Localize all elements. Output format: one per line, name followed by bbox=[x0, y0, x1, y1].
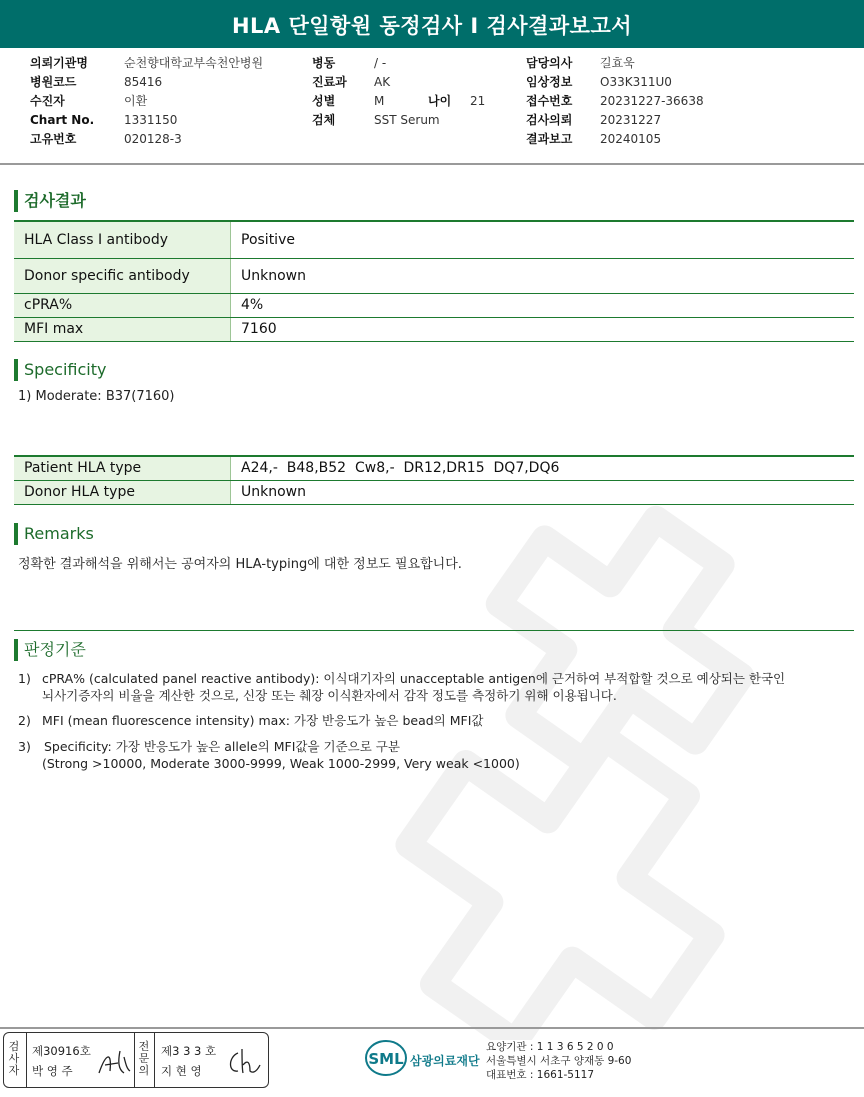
criteria-num: 2) bbox=[18, 713, 31, 728]
hdr-label: 검체 bbox=[312, 113, 336, 127]
hdr-label: 임상정보 bbox=[526, 75, 573, 89]
hdr-value: 020128-3 bbox=[124, 132, 182, 146]
hdr-value: 20240105 bbox=[600, 132, 662, 146]
hdr-label: Chart No. bbox=[30, 113, 95, 127]
reviewer-number: 제3 3 3 호 bbox=[161, 1044, 217, 1058]
result-key: HLA Class I antibody bbox=[14, 221, 231, 258]
reviewer-signature-icon bbox=[224, 1045, 264, 1079]
hdr-label: 진료과 bbox=[312, 75, 347, 89]
header-col1 bbox=[30, 54, 310, 149]
criteria-divider bbox=[14, 630, 854, 631]
examiner-name: 박 영 주 bbox=[32, 1064, 73, 1078]
hdr-value: 20231227-36638 bbox=[600, 94, 704, 108]
phone: 대표번호 : 1661-5117 bbox=[486, 1069, 595, 1081]
hdr-label: 수진자 bbox=[30, 94, 65, 108]
report-title: HLA 단일항원 동정검사 I 검사결과보고서 bbox=[0, 0, 864, 48]
criteria-item bbox=[18, 738, 838, 772]
box-divider bbox=[154, 1033, 155, 1087]
reviewer-name: 지 현 영 bbox=[161, 1064, 202, 1078]
specificity-line: 1) Moderate: B37(7160) bbox=[18, 389, 175, 404]
hdr-label: 의뢰기관명 bbox=[30, 56, 88, 70]
patient-hla-label: Patient HLA type bbox=[14, 456, 231, 480]
result-value: Unknown bbox=[231, 258, 855, 293]
examiner-signature-icon bbox=[96, 1047, 132, 1079]
hdr-label: 담당의사 bbox=[526, 56, 573, 70]
age-value: 21 bbox=[470, 94, 486, 108]
result-value: 7160 bbox=[231, 317, 855, 341]
hdr-value: M bbox=[374, 94, 385, 108]
signature-box bbox=[3, 1032, 269, 1088]
criteria-num: 1) bbox=[18, 671, 31, 686]
header-col2 bbox=[312, 54, 512, 130]
donor-hla-label: Donor HLA type bbox=[14, 480, 231, 504]
hdr-value: 길효욱 bbox=[600, 56, 635, 70]
criteria-line1: MFI (mean fluorescence intensity) max: 가장 반응도가 높은 bead의 MFI값 bbox=[42, 713, 484, 728]
hdr-value: SST Serum bbox=[374, 113, 440, 127]
org-name: 삼광의료재단 bbox=[410, 1054, 480, 1068]
hdr-value: / - bbox=[374, 56, 387, 70]
care-number: 요양기관 : 1 1 3 6 5 2 0 0 bbox=[486, 1041, 614, 1053]
address: 서울특별시 서초구 양재동 9-60 bbox=[486, 1055, 632, 1067]
logo-text: SML bbox=[368, 1050, 404, 1068]
box-divider bbox=[134, 1033, 135, 1087]
criteria-item bbox=[18, 670, 838, 704]
hdr-label: 결과보고 bbox=[526, 132, 573, 146]
result-key: Donor specific antibody bbox=[14, 258, 231, 293]
criteria-line1: cPRA% (calculated panel reactive antibody): 이식대기자의 unacceptable antigen에 근거하여 부적합할 것으로 예상되는 한국인 bbox=[42, 671, 786, 686]
examiner-label: 검 사 자 bbox=[8, 1040, 20, 1077]
hdr-label: 성별 bbox=[312, 94, 336, 108]
criteria-line2: 뇌사기증자의 비율을 계산한 것으로, 신장 또는 췌장 이식환자에서 감작 정도를 측정하기 위해 이용됩니다. bbox=[42, 688, 617, 703]
hdr-value: AK bbox=[374, 75, 391, 89]
org-info bbox=[486, 1040, 631, 1082]
remarks-text: 정확한 결과해석을 위해서는 공여자의 HLA-typing에 대한 정보도 필요합니다. bbox=[18, 557, 462, 572]
table-row bbox=[14, 317, 854, 341]
hdr-label: 접수번호 bbox=[526, 94, 573, 108]
box-divider bbox=[26, 1033, 27, 1087]
patient-hla-value: A24,- B48,B52 Cw8,- DR12,DR15 DQ7,DQ6 bbox=[231, 456, 855, 480]
hla-type-table bbox=[14, 455, 854, 505]
hdr-value: 1331150 bbox=[124, 113, 178, 127]
table-row bbox=[14, 221, 854, 258]
hdr-value: 이환 bbox=[124, 94, 148, 108]
header-divider bbox=[0, 163, 864, 165]
hdr-value: 20231227 bbox=[600, 113, 662, 127]
hdr-value: O33K311U0 bbox=[600, 75, 672, 89]
table-row bbox=[14, 480, 854, 504]
hdr-label: 검사의뢰 bbox=[526, 113, 573, 127]
hdr-label: 병원코드 bbox=[30, 75, 77, 89]
criteria-heading: 판정기준 bbox=[14, 639, 86, 661]
age-label: 나이 bbox=[428, 94, 452, 108]
criteria-line1: Specificity: 가장 반응도가 높은 allele의 MFI값을 기준으로 구분 bbox=[44, 739, 400, 754]
donor-hla-value: Unknown bbox=[231, 480, 855, 504]
reviewer-label: 전 문 의 bbox=[138, 1040, 150, 1077]
table-row bbox=[14, 456, 854, 480]
criteria-num: 3) bbox=[18, 739, 31, 754]
criteria-item bbox=[18, 712, 838, 729]
results-table bbox=[14, 220, 854, 342]
table-row bbox=[14, 258, 854, 293]
hdr-label: 병동 bbox=[312, 56, 336, 70]
specificity-heading: Specificity bbox=[14, 359, 106, 381]
criteria-line2: (Strong >10000, Moderate 3000-9999, Weak 1000-2999, Very weak <1000) bbox=[42, 756, 520, 771]
hdr-value: 85416 bbox=[124, 75, 163, 89]
sml-logo-icon bbox=[364, 1038, 408, 1078]
result-value: 4% bbox=[231, 293, 855, 317]
hdr-value: 순천향대학교부속천안병원 bbox=[124, 56, 264, 70]
result-key: MFI max bbox=[14, 317, 231, 341]
result-value: Positive bbox=[231, 221, 855, 258]
result-key: cPRA% bbox=[14, 293, 231, 317]
examiner-number: 제30916호 bbox=[32, 1044, 91, 1058]
remarks-heading: Remarks bbox=[14, 523, 94, 545]
footer-divider bbox=[0, 1027, 864, 1029]
results-heading: 검사결과 bbox=[14, 190, 86, 212]
table-row bbox=[14, 293, 854, 317]
hdr-label: 고유번호 bbox=[30, 132, 77, 146]
header-col3 bbox=[526, 54, 826, 149]
